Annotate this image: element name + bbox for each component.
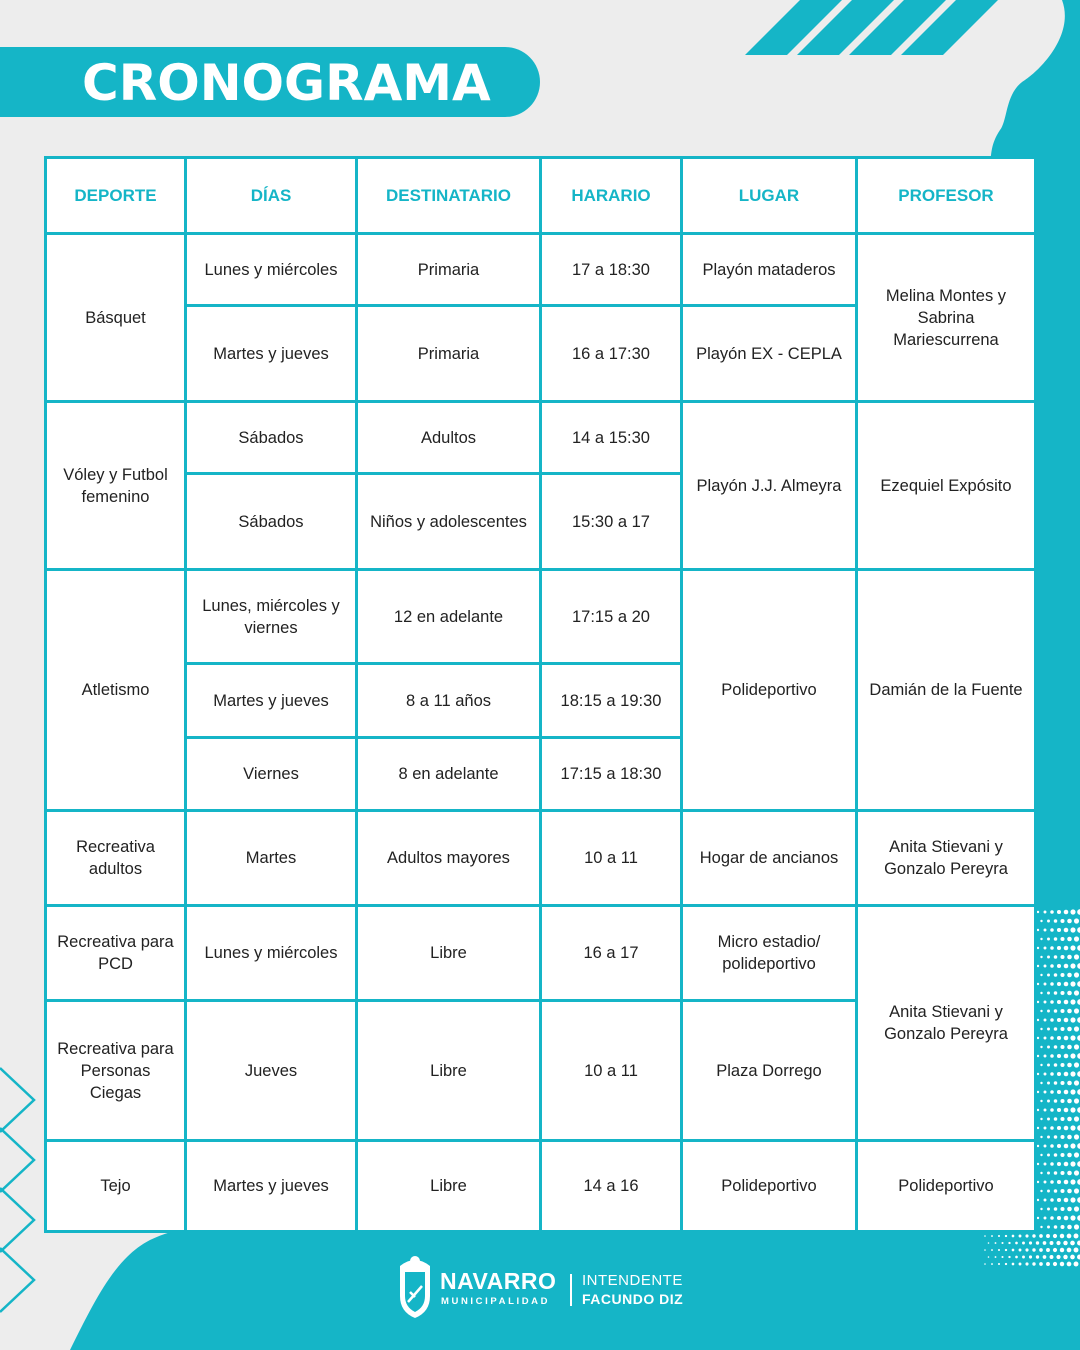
cell-destinatario: Primaria (357, 234, 541, 306)
page-title: CRONOGRAMA (82, 54, 491, 112)
cell-dias: Martes y jueves (186, 306, 357, 402)
header-deporte: DEPORTE (46, 158, 186, 234)
cell-horario: 10 a 11 (541, 1001, 682, 1141)
cell-destinatario: 8 en adelante (357, 738, 541, 811)
cell-horario: 15:30 a 17 (541, 474, 682, 570)
brand-subtitle: MUNICIPALIDAD (441, 1296, 551, 1307)
footer-role: INTENDENTE (582, 1272, 683, 1289)
cell-destinatario: Niños y adolescentes (357, 474, 541, 570)
cell-destinatario: 8 a 11 años (357, 664, 541, 738)
cell-lugar: Plaza Dorrego (682, 1001, 857, 1141)
cell-dias: Lunes, miércoles y viernes (186, 570, 357, 664)
table-row (46, 570, 1036, 664)
cell-profesor: Polideportivo (857, 1141, 1036, 1232)
table-row (46, 234, 1036, 306)
cell-horario: 17:15 a 20 (541, 570, 682, 664)
brand-name: NAVARRO (440, 1268, 557, 1294)
cell-dias: Martes (186, 811, 357, 906)
cell-destinatario: 12 en adelante (357, 570, 541, 664)
table-row (46, 906, 1036, 1001)
footer-logo (396, 1252, 696, 1322)
cell-deporte: Tejo (46, 1141, 186, 1232)
navarro-shield-logo-icon (396, 1252, 434, 1320)
cell-deporte: Recreativa adultos (46, 811, 186, 906)
header-horario: HARARIO (541, 158, 682, 234)
cell-lugar: Playón J.J. Almeyra (682, 402, 857, 570)
table-row (46, 1141, 1036, 1232)
cell-profesor: Ezequiel Expósito (857, 402, 1036, 570)
cell-deporte: Atletismo (46, 570, 186, 811)
table-row (46, 402, 1036, 474)
cell-horario: 14 a 15:30 (541, 402, 682, 474)
cell-profesor: Melina Montes y Sabrina Mariescurrena (857, 234, 1036, 402)
header-lugar: LUGAR (682, 158, 857, 234)
table-header-row (46, 158, 1036, 234)
cell-lugar: Polideportivo (682, 1141, 857, 1232)
header-dias: DÍAS (186, 158, 357, 234)
cell-destinatario: Primaria (357, 306, 541, 402)
footer-name: FACUNDO DIZ (582, 1291, 684, 1307)
cell-lugar: Polideportivo (682, 570, 857, 811)
cell-deporte: Recreativa para Personas Ciegas (46, 1001, 186, 1141)
header-destinatario: DESTINATARIO (357, 158, 541, 234)
cell-destinatario: Libre (357, 1141, 541, 1232)
cell-dias: Martes y jueves (186, 664, 357, 738)
cell-lugar: Micro estadio/ polideportivo (682, 906, 857, 1001)
cell-lugar: Playón EX - CEPLA (682, 306, 857, 402)
cell-lugar: Playón mataderos (682, 234, 857, 306)
footer-divider (570, 1274, 572, 1306)
cell-deporte: Vóley y Futbol femenino (46, 402, 186, 570)
header-profesor: PROFESOR (857, 158, 1036, 234)
cell-lugar: Hogar de ancianos (682, 811, 857, 906)
cell-profesor: Damián de la Fuente (857, 570, 1036, 811)
cell-dias: Lunes y miércoles (186, 906, 357, 1001)
cell-horario: 16 a 17 (541, 906, 682, 1001)
cell-dias: Lunes y miércoles (186, 234, 357, 306)
cell-deporte: Recreativa para PCD (46, 906, 186, 1001)
cell-horario: 18:15 a 19:30 (541, 664, 682, 738)
cell-dias: Jueves (186, 1001, 357, 1141)
cell-destinatario: Libre (357, 906, 541, 1001)
cell-horario: 14 a 16 (541, 1141, 682, 1232)
cell-horario: 10 a 11 (541, 811, 682, 906)
diagonal-stripes-decoration (745, 0, 998, 55)
cell-dias: Martes y jueves (186, 1141, 357, 1232)
cell-horario: 17 a 18:30 (541, 234, 682, 306)
chevron-decoration (0, 1068, 34, 1312)
cell-destinatario: Libre (357, 1001, 541, 1141)
cell-destinatario: Adultos mayores (357, 811, 541, 906)
cell-profesor: Anita Stievani y Gonzalo Pereyra (857, 906, 1036, 1141)
schedule-table (44, 156, 1037, 1233)
cell-profesor: Anita Stievani y Gonzalo Pereyra (857, 811, 1036, 906)
cell-dias: Sábados (186, 402, 357, 474)
cell-horario: 17:15 a 18:30 (541, 738, 682, 811)
cell-deporte: Básquet (46, 234, 186, 402)
cell-destinatario: Adultos (357, 402, 541, 474)
right-teal-shape (990, 0, 1080, 160)
cell-dias: Viernes (186, 738, 357, 811)
cell-dias: Sábados (186, 474, 357, 570)
cell-horario: 16 a 17:30 (541, 306, 682, 402)
table-row (46, 811, 1036, 906)
